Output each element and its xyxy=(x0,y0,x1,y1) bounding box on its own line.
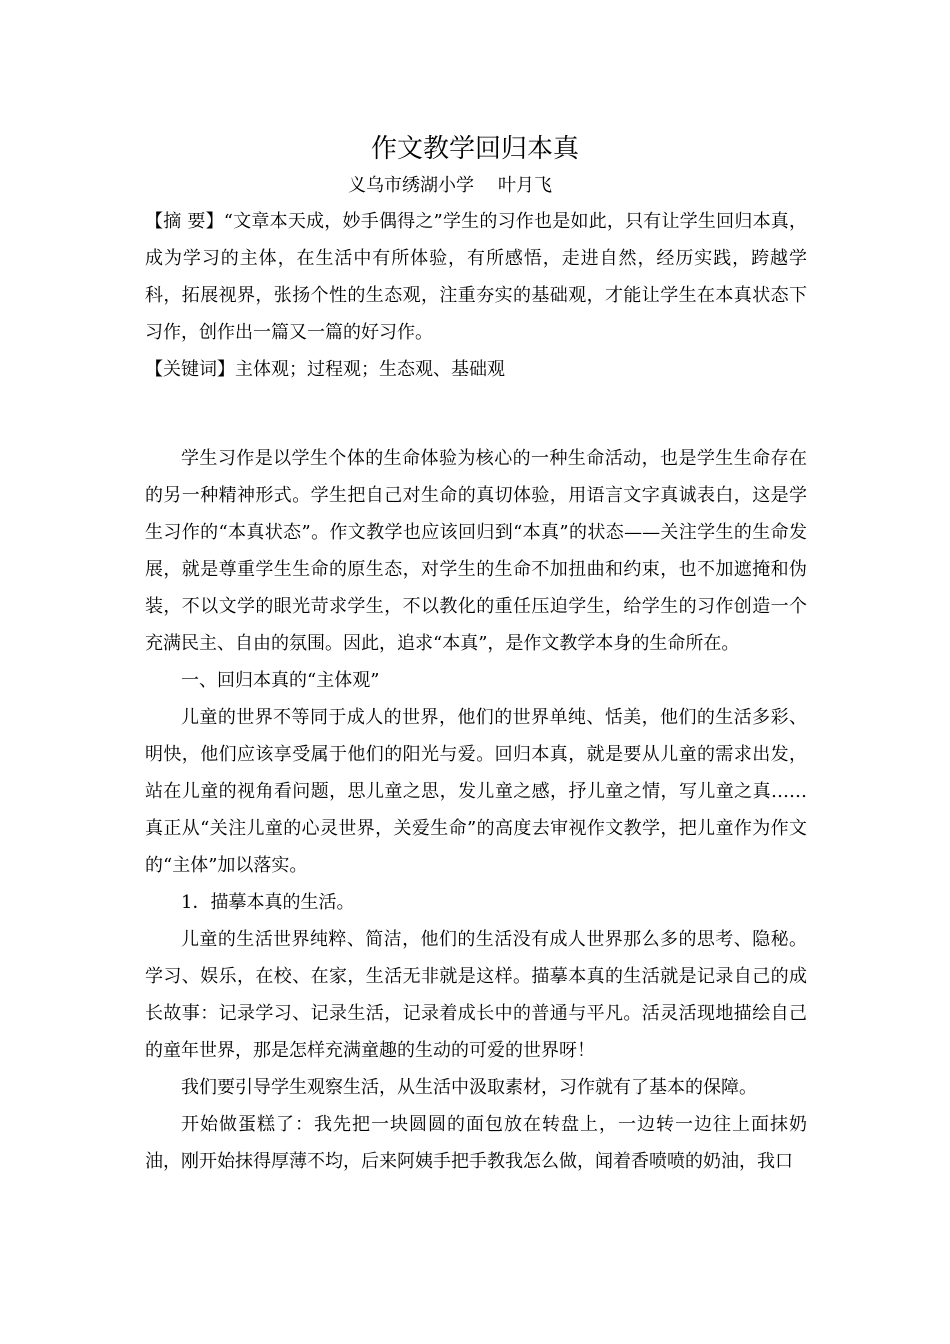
paragraph-gap xyxy=(145,388,807,440)
document-title: 作文教学回归本真 xyxy=(370,134,579,164)
abstract: 【摘 要】“文章本天成，妙手偶得之”学生的习作也是如此，只有让学生回归本真，成为学习的主体，在生活中有所体验，有所感悟，走进自然，经历实践，跨越学科，拓展视界，张扬个性的生态观，注重夯实的基础观，才能让学生在本真状态下习作，创作出一篇又一篇的好习作。 xyxy=(145,211,807,343)
author-name: 叶月飞 xyxy=(498,175,552,196)
section-heading: 一、回归本真的“主体观” xyxy=(181,670,380,691)
body-paragraph: 开始做蛋糕了：我先把一块圆圆的面包放在转盘上，一边转一边往上面抹奶油，刚开始抹得厚薄不均，后来阿姨手把手教我怎么做，闻着香喷喷的奶油，我口 xyxy=(145,1114,807,1172)
body-paragraph: 我们要引导学生观察生活，从生活中汲取素材，习作就有了基本的保障。 xyxy=(181,1077,757,1098)
author-school: 义乌市绣湖小学 xyxy=(348,175,474,196)
keywords: 【关键词】主体观；过程观；生态观、基础观 xyxy=(145,359,505,380)
body-paragraph: 儿童的世界不等同于成人的世界，他们的世界单纯、恬美，他们的生活多彩、明快，他们应该享受属于他们的阳光与爱。回归本真，就是要从儿童的需求出发，站在儿童的视角看问题，思儿童之思，发儿童之感，抒儿童之情，写儿童之真……真正从“关注儿童的心灵世界，关爱生命”的高度去审视作文教学，把儿童作为作文的“主体”加以落实。 xyxy=(145,707,807,876)
body-paragraph: 儿童的生活世界纯粹、简洁，他们的生活没有成人世界那么多的思考、隐秘。学习、娱乐，在校、在家，生活无非就是这样。描摹本真的生活就是记录自己的成长故事：记录学习、记录生活，记录着成长中的普通与平凡。活灵活现地描绘自己的童年世界，那是怎样充满童趣的生动的可爱的世界呀！ xyxy=(145,929,807,1061)
author-line xyxy=(0,172,900,200)
subsection-heading: 1．描摹本真的生活。 xyxy=(181,892,355,913)
intro-paragraph: 学生习作是以学生个体的生命体验为核心的一种生命活动，也是学生生命存在的另一种精神形式。学生把自己对生命的真切体验，用语言文字真诚表白，这是学生习作的“本真状态”。作文教学也应该回归到“本真”的状态——关注学生的生命发展，就是尊重学生生命的原生态，对学生的生命不加扭曲和约束，也不加遮掩和伪装，不以文学的眼光苛求学生，不以教化的重任压迫学生，给学生的习作创造一个充满民主、自由的氛围。因此，追求“本真”，是作文教学本身的生命所在。 xyxy=(145,448,807,654)
document-body xyxy=(145,203,807,1180)
